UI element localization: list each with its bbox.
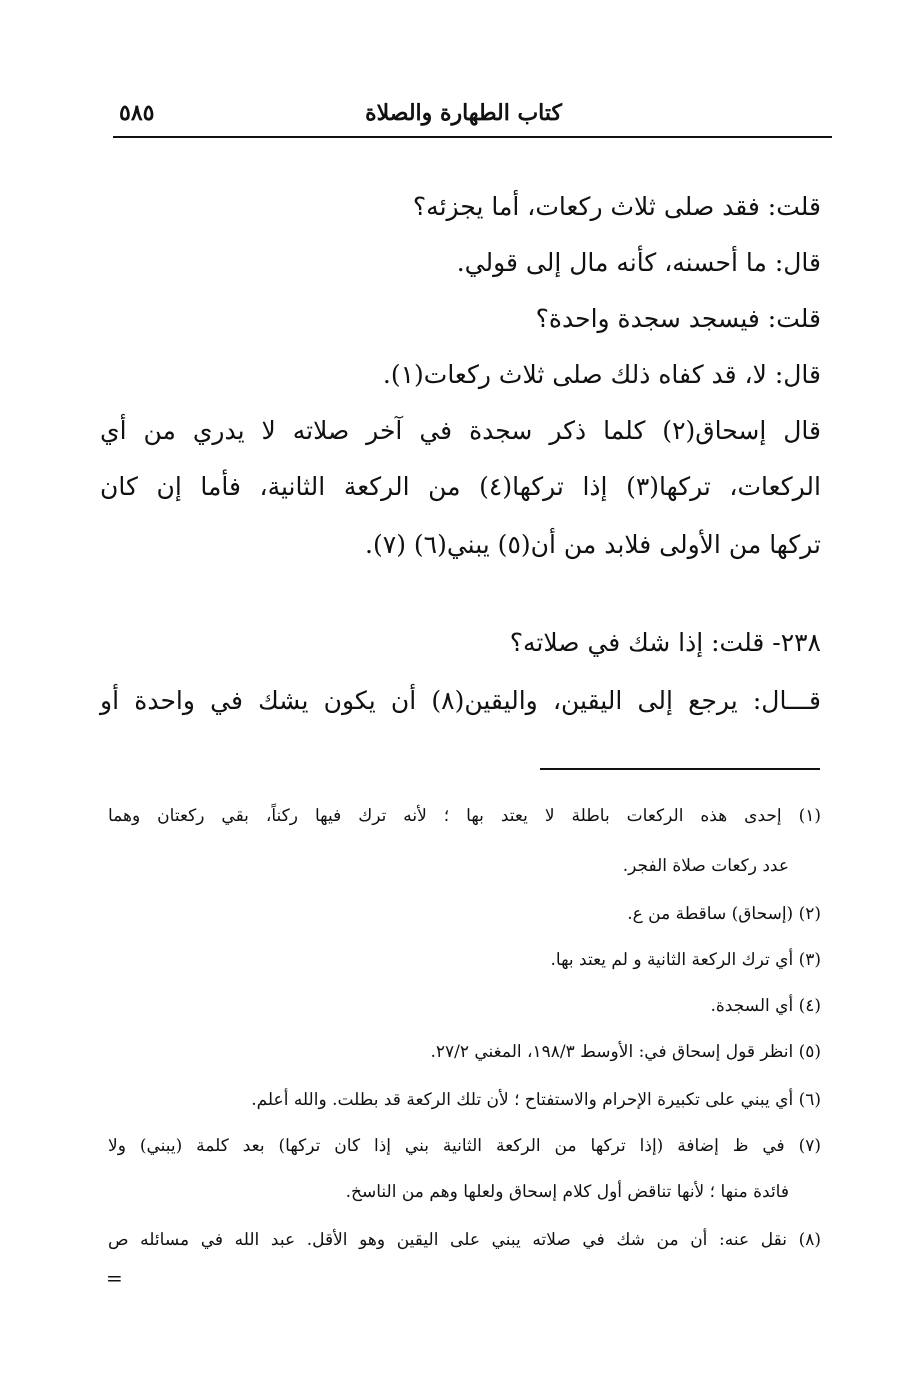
body-line: تركها من الأولى فلابد من أن(٥) يبني(٦) (٧). bbox=[365, 530, 821, 559]
question-heading: ٢٣٨- قلت: إذا شك في صلاته؟ bbox=[509, 628, 821, 657]
footnote-continuation: عدد ركعات صلاة الفجر. bbox=[622, 856, 789, 876]
footnote: (٣) أي ترك الركعة الثانية و لم يعتد بها. bbox=[550, 950, 821, 970]
body-line: قال: لا، قد كفاه ذلك صلى ثلاث ركعات(١). bbox=[382, 360, 821, 389]
footnote: (٦) أي يبني على تكبيرة الإحرام والاستفتاح ؛ لأن تلك الركعة قد بطلت. والله أعلم. bbox=[251, 1090, 821, 1110]
footnote-continuation: فائدة منها ؛ لأنها تناقض أول كلام إسحاق ولعلها وهم من الناسخ. bbox=[345, 1182, 789, 1202]
page-header bbox=[113, 96, 832, 138]
running-title: كتاب الطهارة والصلاة bbox=[365, 100, 562, 126]
body-line: قال: ما أحسنه، كأنه مال إلى قولي. bbox=[456, 248, 821, 277]
footnote: (٥) انظر قول إسحاق في: الأوسط ١٩٨/٣، المغني ٢٧/٢. bbox=[430, 1042, 821, 1062]
continuation-mark: = bbox=[106, 1266, 123, 1290]
footnote: (٤) أي السجدة. bbox=[710, 996, 821, 1016]
body-line: قال إسحاق(٢) كلما ذكر سجدة في آخر صلاته لا يدري من أي bbox=[100, 416, 821, 445]
body-line: قلت: فقد صلى ثلاث ركعات، أما يجزئه؟ bbox=[412, 192, 821, 221]
footnote: (١) إحدى هذه الركعات باطلة لا يعتد بها ؛ لأنه ترك فيها ركناً، بقي ركعتان وهما bbox=[108, 806, 821, 826]
footnote: (٨) نقل عنه: أن من شك في صلاته يبني على اليقين وهو الأقل. عبد الله في مسائله ص bbox=[108, 1230, 821, 1250]
footnote-separator bbox=[540, 768, 820, 770]
body-line: الركعات، تركها(٣) إذا تركها(٤) من الركعة الثانية، فأما إن كان bbox=[100, 472, 821, 501]
body-line: قـــال: يرجع إلى اليقين، واليقين(٨) أن يكون يشك في واحدة أو bbox=[100, 686, 821, 715]
footnote: (٢) (إسحاق) ساقطة من ع. bbox=[627, 904, 821, 924]
footnote: (٧) في ظ إضافة (إذا تركها من الركعة الثانية بني إذا كان تركها) بعد كلمة (يبني) ولا bbox=[108, 1136, 821, 1156]
page-number: ٥٨٥ bbox=[119, 100, 155, 126]
body-line: قلت: فيسجد سجدة واحدة؟ bbox=[535, 304, 821, 333]
